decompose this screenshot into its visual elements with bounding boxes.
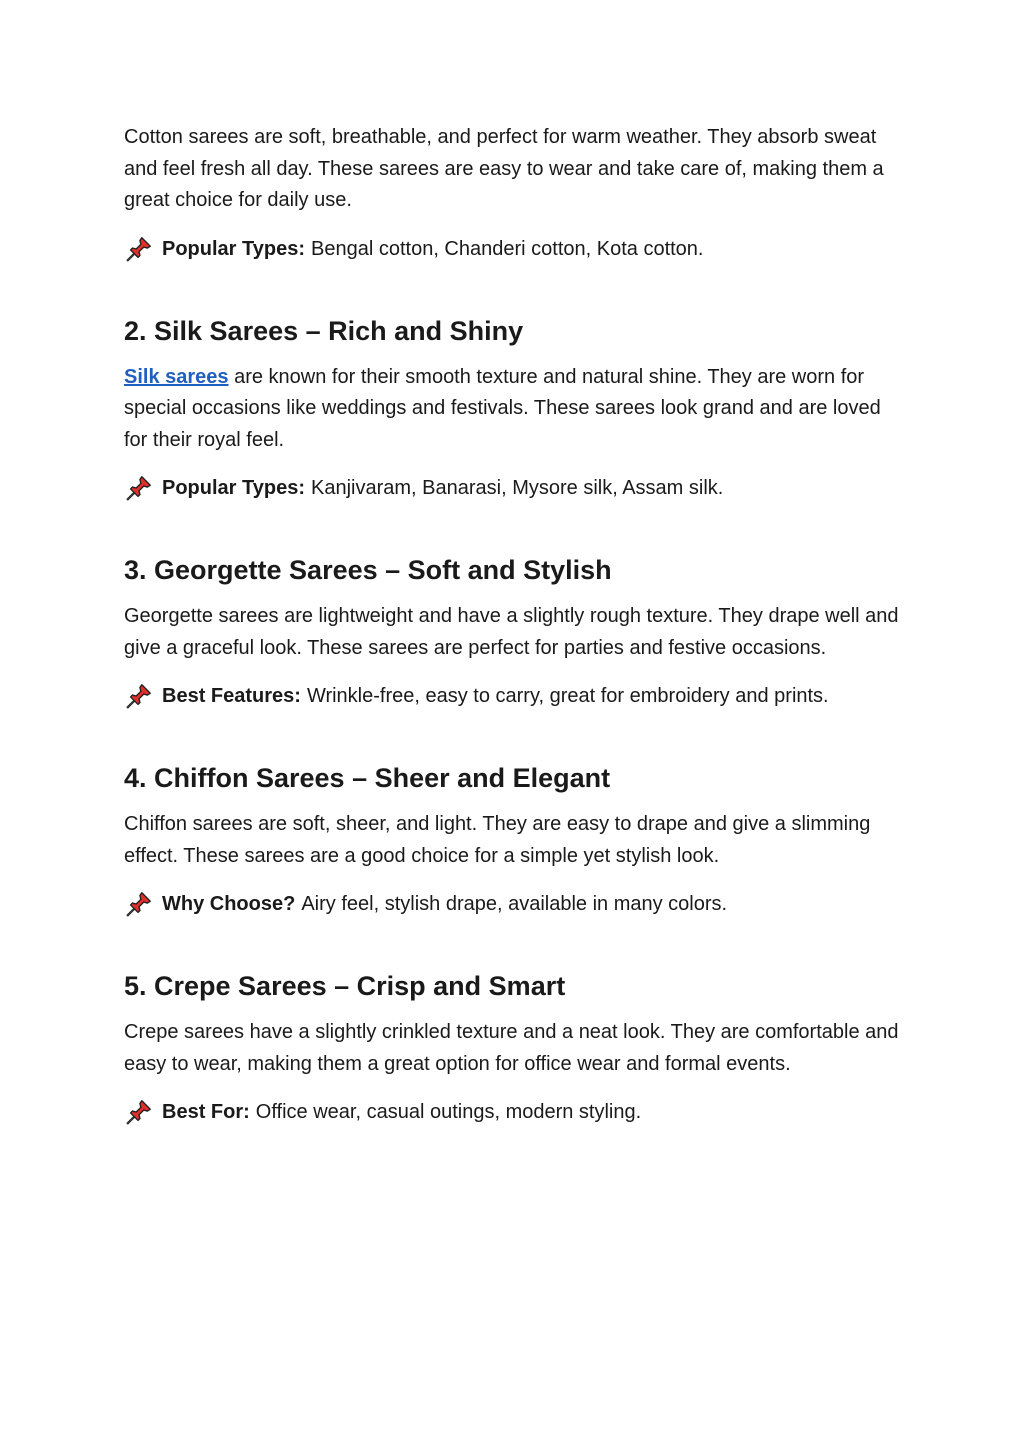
note-text: Office wear, casual outings, modern styling. (255, 1101, 642, 1123)
intro-block (124, 122, 899, 264)
note-label: Best For: (162, 1101, 250, 1123)
note-label: Popular Types: (162, 237, 305, 260)
note-label: Why Choose? (162, 893, 296, 915)
section-note (124, 1097, 899, 1127)
pushpin-icon (124, 234, 154, 264)
section-heading: 5. Crepe Sarees – Crisp and Smart (124, 971, 566, 1001)
section-note (124, 889, 899, 919)
section-georgette (124, 552, 899, 711)
note-label: Best Features: (162, 685, 301, 707)
section-note (124, 473, 899, 503)
section-crepe (124, 968, 899, 1127)
section-chiffon (124, 760, 899, 919)
section-heading: 4. Chiffon Sarees – Sheer and Elegant (124, 763, 611, 793)
note-text: Wrinkle-free, easy to carry, great for embroidery and prints. (306, 685, 829, 707)
section-paragraph: Crepe sarees have a slightly crinkled texture and a neat look. They are comfortable and easy to wear, making them a great option for office wear and formal events. (124, 1021, 899, 1075)
section-heading: 2. Silk Sarees – Rich and Shiny (124, 315, 524, 346)
pushpin-icon (124, 1097, 154, 1127)
section-heading: 3. Georgette Sarees – Soft and Stylish (124, 555, 612, 585)
section-paragraph: Georgette sarees are lightweight and have a slightly rough texture. They drape well and give a graceful look. These sarees are perfect for parties and festive occasions. (124, 605, 899, 659)
intro-note (124, 234, 899, 264)
section-note (124, 681, 899, 711)
pushpin-icon (124, 473, 154, 503)
note-text: Bengal cotton, Chanderi cotton, Kota cotton. (311, 237, 704, 260)
pushpin-icon (124, 889, 154, 919)
note-text: Airy feel, stylish drape, available in many colors. (301, 893, 728, 915)
section-paragraph: Chiffon sarees are soft, sheer, and light. They are easy to drape and give a slimming effect. These sarees are a good choice for a simple yet stylish look. (124, 813, 871, 867)
section-paragraph (124, 362, 899, 457)
silk-sarees-link[interactable]: Silk sarees (124, 365, 229, 388)
pushpin-icon (124, 681, 154, 711)
note-label: Popular Types: (162, 477, 305, 499)
note-text: Kanjivaram, Banarasi, Mysore silk, Assam silk. (311, 477, 724, 499)
section-silk (124, 313, 899, 504)
section-paragraph-text: are known for their smooth texture and natural shine. They are worn for special occasions like weddings and festivals. These sarees look grand and are loved for their royal feel. (124, 365, 881, 451)
intro-paragraph: Cotton sarees are soft, breathable, and perfect for warm weather. They absorb sweat and feel fresh all day. These sarees are easy to wear and take care of, making them a great choice for daily use. (124, 126, 884, 211)
document-page (124, 122, 899, 1127)
